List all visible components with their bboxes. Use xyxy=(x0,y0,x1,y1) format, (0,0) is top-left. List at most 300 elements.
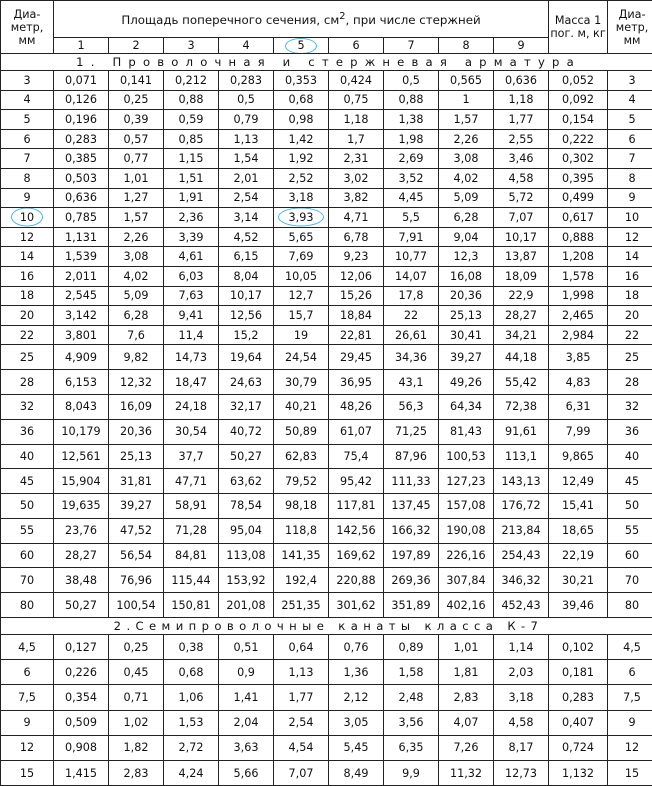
area-cell: 118,8 xyxy=(274,518,329,543)
area-cell: 19 xyxy=(274,325,329,345)
area-cell: 1,415 xyxy=(54,761,109,786)
area-cell: 301,62 xyxy=(329,593,384,618)
area-cell: 0,75 xyxy=(329,90,384,110)
area-header-text: Площадь поперечного сечения, см xyxy=(121,13,339,27)
bar-count-4: 4 xyxy=(219,38,274,54)
area-cell: 0,509 xyxy=(54,710,109,735)
table-row xyxy=(1,568,652,593)
area-cell: 8,043 xyxy=(54,394,109,419)
area-cell: 0,071 xyxy=(54,71,109,91)
area-cell: 4,54 xyxy=(274,735,329,760)
mass-cell: 30,21 xyxy=(549,568,608,593)
area-cell: 0,68 xyxy=(164,660,219,685)
mass-cell: 2,465 xyxy=(549,306,608,326)
area-cell: 0,565 xyxy=(439,71,494,91)
area-cell: 7,07 xyxy=(274,761,329,786)
area-cell: 50,27 xyxy=(219,444,274,469)
mass-cell: 3,85 xyxy=(549,345,608,370)
area-cell: 91,61 xyxy=(494,419,549,444)
area-cell: 197,89 xyxy=(384,543,439,568)
area-cell: 34,21 xyxy=(494,325,549,345)
area-cell: 0,283 xyxy=(219,71,274,91)
area-cell: 32,17 xyxy=(219,394,274,419)
area-cell: 9,04 xyxy=(439,227,494,247)
section-title: 1. Проволочная и стержневая арматура xyxy=(1,54,652,71)
table-row xyxy=(1,129,652,149)
area-cell: 31,81 xyxy=(109,469,164,494)
area-cell: 18,09 xyxy=(494,266,549,286)
area-cell: 0,57 xyxy=(109,129,164,149)
table-row xyxy=(1,685,652,710)
area-cell: 117,81 xyxy=(329,494,384,519)
table-row xyxy=(1,735,652,760)
diameter-cell-right: 32 xyxy=(608,394,652,419)
table-row xyxy=(1,227,652,247)
area-cell: 1,41 xyxy=(219,685,274,710)
diameter-cell-right: 28 xyxy=(608,370,652,395)
section-header-row xyxy=(1,618,652,635)
area-cell: 0,25 xyxy=(109,90,164,110)
diameter-cell: 3 xyxy=(1,71,54,91)
bar-count-3: 3 xyxy=(164,38,219,54)
diameter-header-left: Диа-метр, мм xyxy=(1,1,54,54)
area-cell: 141,35 xyxy=(274,543,329,568)
area-cell: 100,53 xyxy=(439,444,494,469)
diameter-cell-right: 80 xyxy=(608,593,652,618)
diameter-cell: 50 xyxy=(1,494,54,519)
area-cell: 1,57 xyxy=(439,110,494,130)
area-cell: 38,48 xyxy=(54,568,109,593)
area-cell: 1,27 xyxy=(109,188,164,208)
area-cell: 0,141 xyxy=(109,71,164,91)
area-cell: 111,33 xyxy=(384,469,439,494)
area-cell: 47,71 xyxy=(164,469,219,494)
area-cell: 2,83 xyxy=(439,685,494,710)
area-cell: 7,91 xyxy=(384,227,439,247)
area-cell: 22 xyxy=(384,306,439,326)
table-row xyxy=(1,761,652,786)
area-cell: 0,88 xyxy=(164,90,219,110)
area-cell: 17,8 xyxy=(384,286,439,306)
area-cell: 153,92 xyxy=(219,568,274,593)
area-cell: 220,88 xyxy=(329,568,384,593)
table-row xyxy=(1,444,652,469)
diameter-cell-right: 15 xyxy=(608,761,652,786)
diameter-cell-right: 55 xyxy=(608,518,652,543)
area-cell: 14,07 xyxy=(384,266,439,286)
mass-cell: 0,102 xyxy=(549,635,608,660)
area-cell: 2,52 xyxy=(274,168,329,188)
area-cell: 269,36 xyxy=(384,568,439,593)
area-cell: 3,63 xyxy=(219,735,274,760)
table-row xyxy=(1,306,652,326)
area-cell: 0,226 xyxy=(54,660,109,685)
area-cell: 0,89 xyxy=(384,635,439,660)
area-cell: 1,42 xyxy=(274,129,329,149)
mass-cell: 0,154 xyxy=(549,110,608,130)
table-row xyxy=(1,494,652,519)
mass-cell: 9,865 xyxy=(549,444,608,469)
area-cell: 2,48 xyxy=(384,685,439,710)
area-cell: 15,7 xyxy=(274,306,329,326)
area-cell: 0,283 xyxy=(54,129,109,149)
table-row xyxy=(1,90,652,110)
bar-count-2: 2 xyxy=(109,38,164,54)
area-cell: 0,385 xyxy=(54,149,109,169)
area-cell: 50,27 xyxy=(54,593,109,618)
area-cell: 226,16 xyxy=(439,543,494,568)
diameter-cell: 15 xyxy=(1,761,54,786)
area-cell: 61,07 xyxy=(329,419,384,444)
area-cell: 137,45 xyxy=(384,494,439,519)
diameter-cell-right: 12 xyxy=(608,735,652,760)
diameter-cell-right: 6 xyxy=(608,660,652,685)
mass-cell: 0,499 xyxy=(549,188,608,208)
area-cell: 0,68 xyxy=(274,90,329,110)
mass-cell: 0,052 xyxy=(549,71,608,91)
area-cell: 50,89 xyxy=(274,419,329,444)
area-cell: 4,909 xyxy=(54,345,109,370)
area-cell: 0,785 xyxy=(54,208,109,228)
area-cell: 1,77 xyxy=(274,685,329,710)
mass-cell: 39,46 xyxy=(549,593,608,618)
area-cell: 11,4 xyxy=(164,325,219,345)
mass-cell: 18,65 xyxy=(549,518,608,543)
area-cell: 19,635 xyxy=(54,494,109,519)
area-cell: 20,36 xyxy=(109,419,164,444)
area-cell: 1,06 xyxy=(164,685,219,710)
area-cell: 2,545 xyxy=(54,286,109,306)
area-cell: 0,503 xyxy=(54,168,109,188)
area-cell: 39,27 xyxy=(109,494,164,519)
area-cell: 3,05 xyxy=(329,710,384,735)
area-cell: 30,79 xyxy=(274,370,329,395)
diameter-cell: 9 xyxy=(1,710,54,735)
area-cell: 1,02 xyxy=(109,710,164,735)
diameter-cell: 22 xyxy=(1,325,54,345)
area-cell: 56,54 xyxy=(109,543,164,568)
area-cell: 62,83 xyxy=(274,444,329,469)
area-cell: 4,58 xyxy=(494,710,549,735)
area-cell: 1,539 xyxy=(54,247,109,267)
area-cell: 2,26 xyxy=(439,129,494,149)
area-cell: 6,15 xyxy=(219,247,274,267)
area-cell: 452,43 xyxy=(494,593,549,618)
area-cell: 98,18 xyxy=(274,494,329,519)
area-cell: 0,127 xyxy=(54,635,109,660)
table-row xyxy=(1,635,652,660)
area-cell: 0,9 xyxy=(219,660,274,685)
area-cell: 12,73 xyxy=(494,761,549,786)
diameter-header-right: Диа-метр, мм xyxy=(608,1,652,54)
area-cell: 12,561 xyxy=(54,444,109,469)
area-cell: 3,08 xyxy=(439,149,494,169)
diameter-cell: 45 xyxy=(1,469,54,494)
table-row xyxy=(1,71,652,91)
table-row xyxy=(1,345,652,370)
diameter-cell-right: 20 xyxy=(608,306,652,326)
diameter-cell: 28 xyxy=(1,370,54,395)
area-cell: 24,63 xyxy=(219,370,274,395)
area-cell: 7,69 xyxy=(274,247,329,267)
area-cell: 2,72 xyxy=(164,735,219,760)
area-cell: 71,25 xyxy=(384,419,439,444)
area-cell: 7,07 xyxy=(494,208,549,228)
area-cell: 12,32 xyxy=(109,370,164,395)
area-cell: 0,88 xyxy=(384,90,439,110)
area-cell: 190,08 xyxy=(439,518,494,543)
diameter-cell-right: 9 xyxy=(608,710,652,735)
area-cell: 0,79 xyxy=(219,110,274,130)
mass-cell: 0,283 xyxy=(549,685,608,710)
area-cell: 0,424 xyxy=(329,71,384,91)
area-cell: 192,4 xyxy=(274,568,329,593)
area-cell: 13,87 xyxy=(494,247,549,267)
area-cell: 4,61 xyxy=(164,247,219,267)
diameter-cell-right: 7,5 xyxy=(608,685,652,710)
area-cell: 6,03 xyxy=(164,266,219,286)
area-cell: 307,84 xyxy=(439,568,494,593)
area-cell: 78,54 xyxy=(219,494,274,519)
area-cell: 36,95 xyxy=(329,370,384,395)
diameter-cell: 4 xyxy=(1,90,54,110)
diameter-cell-right: 7 xyxy=(608,149,652,169)
area-cell: 1,51 xyxy=(164,168,219,188)
area-cell: 8,04 xyxy=(219,266,274,286)
area-cell: 7,26 xyxy=(439,735,494,760)
area-cell: 1,36 xyxy=(329,660,384,685)
area-cell: 0,212 xyxy=(164,71,219,91)
area-cell: 29,45 xyxy=(329,345,384,370)
area-cell: 79,52 xyxy=(274,469,329,494)
area-cell: 2,54 xyxy=(219,188,274,208)
area-cell: 9,9 xyxy=(384,761,439,786)
area-cell: 75,4 xyxy=(329,444,384,469)
area-header-tail: , при числе стержней xyxy=(346,13,481,27)
mass-cell: 2,984 xyxy=(549,325,608,345)
area-cell: 2,83 xyxy=(109,761,164,786)
area-cell: 6,28 xyxy=(109,306,164,326)
diameter-cell-right: 14 xyxy=(608,247,652,267)
area-cell: 28,27 xyxy=(54,543,109,568)
table-row xyxy=(1,168,652,188)
mass-header: Масса 1 пог. м, кг xyxy=(549,1,608,54)
area-cell: 0,353 xyxy=(274,71,329,91)
area-cell: 3,18 xyxy=(274,188,329,208)
mass-cell: 0,407 xyxy=(549,710,608,735)
diameter-cell: 10 xyxy=(1,208,54,228)
diameter-cell-right: 70 xyxy=(608,568,652,593)
area-cell: 9,23 xyxy=(329,247,384,267)
mass-cell: 0,617 xyxy=(549,208,608,228)
area-cell: 5,5 xyxy=(384,208,439,228)
area-cell: 64,34 xyxy=(439,394,494,419)
table-row xyxy=(1,110,652,130)
area-cell: 0,45 xyxy=(109,660,164,685)
area-cell: 6,28 xyxy=(439,208,494,228)
mass-cell: 0,888 xyxy=(549,227,608,247)
area-cell: 3,56 xyxy=(384,710,439,735)
diameter-cell: 70 xyxy=(1,568,54,593)
mass-cell: 0,092 xyxy=(549,90,608,110)
area-cell: 176,72 xyxy=(494,494,549,519)
area-cell: 0,25 xyxy=(109,635,164,660)
mass-cell: 0,302 xyxy=(549,149,608,169)
area-cell: 72,38 xyxy=(494,394,549,419)
highlight-circle xyxy=(11,208,43,227)
mass-cell: 0,181 xyxy=(549,660,608,685)
area-cell: 143,13 xyxy=(494,469,549,494)
area-cell: 4,58 xyxy=(494,168,549,188)
area-cell: 24,54 xyxy=(274,345,329,370)
area-cell: 2,01 xyxy=(219,168,274,188)
area-cell: 2,55 xyxy=(494,129,549,149)
area-cell: 3,39 xyxy=(164,227,219,247)
area-cell: 2,31 xyxy=(329,149,384,169)
mass-cell: 0,724 xyxy=(549,735,608,760)
area-cell: 25,13 xyxy=(109,444,164,469)
area-cell: 4,24 xyxy=(164,761,219,786)
mass-cell: 1,132 xyxy=(549,761,608,786)
area-cell: 55,42 xyxy=(494,370,549,395)
bar-count-5: 5 xyxy=(274,38,329,54)
area-cell: 150,81 xyxy=(164,593,219,618)
area-cell: 251,35 xyxy=(274,593,329,618)
area-cell: 5,09 xyxy=(439,188,494,208)
diameter-cell: 20 xyxy=(1,306,54,326)
area-cell: 1,98 xyxy=(384,129,439,149)
area-cell: 14,73 xyxy=(164,345,219,370)
area-cell: 84,81 xyxy=(164,543,219,568)
area-cell: 213,84 xyxy=(494,518,549,543)
table-row xyxy=(1,149,652,169)
area-cell: 2,011 xyxy=(54,266,109,286)
area-cell: 142,56 xyxy=(329,518,384,543)
area-cell: 0,126 xyxy=(54,90,109,110)
area-cell: 56,3 xyxy=(384,394,439,419)
area-cell: 30,41 xyxy=(439,325,494,345)
diameter-cell-right: 36 xyxy=(608,419,652,444)
area-cell: 10,179 xyxy=(54,419,109,444)
area-cell: 6,35 xyxy=(384,735,439,760)
area-cell: 1,13 xyxy=(219,129,274,149)
area-cell: 1,38 xyxy=(384,110,439,130)
area-cell: 3,52 xyxy=(384,168,439,188)
area-cell: 1,77 xyxy=(494,110,549,130)
diameter-cell: 14 xyxy=(1,247,54,267)
area-cell: 1,92 xyxy=(274,149,329,169)
table-row xyxy=(1,518,652,543)
diameter-cell-right: 25 xyxy=(608,345,652,370)
table-row xyxy=(1,325,652,345)
area-cell: 2,69 xyxy=(384,149,439,169)
area-cell: 166,32 xyxy=(384,518,439,543)
table-row xyxy=(1,208,652,228)
area-cell: 10,05 xyxy=(274,266,329,286)
area-cell: 20,36 xyxy=(439,286,494,306)
area-cell: 2,36 xyxy=(164,208,219,228)
area-cell: 1,14 xyxy=(494,635,549,660)
diameter-cell-right: 10 xyxy=(608,208,652,228)
diameter-cell-right: 4,5 xyxy=(608,635,652,660)
diameter-cell-right: 6 xyxy=(608,129,652,149)
area-cell: 4,02 xyxy=(439,168,494,188)
diameter-cell: 12 xyxy=(1,227,54,247)
area-cell: 22,9 xyxy=(494,286,549,306)
bar-count-1: 1 xyxy=(54,38,109,54)
area-cell: 115,44 xyxy=(164,568,219,593)
area-cell: 15,26 xyxy=(329,286,384,306)
area-cell: 4,02 xyxy=(109,266,164,286)
area-cell: 15,904 xyxy=(54,469,109,494)
diameter-cell-right: 22 xyxy=(608,325,652,345)
area-cell: 18,47 xyxy=(164,370,219,395)
area-cell: 12,3 xyxy=(439,247,494,267)
diameter-cell: 9 xyxy=(1,188,54,208)
table-row xyxy=(1,419,652,444)
mass-cell: 1,208 xyxy=(549,247,608,267)
diameter-cell-right: 18 xyxy=(608,286,652,306)
area-cell: 4,71 xyxy=(329,208,384,228)
area-cell: 0,636 xyxy=(494,71,549,91)
diameter-cell: 7,5 xyxy=(1,685,54,710)
table-row xyxy=(1,593,652,618)
area-cell: 2,04 xyxy=(219,710,274,735)
area-cell: 0,98 xyxy=(274,110,329,130)
area-cell: 0,5 xyxy=(219,90,274,110)
area-cell: 48,26 xyxy=(329,394,384,419)
area-cell: 8,49 xyxy=(329,761,384,786)
area-cell: 87,96 xyxy=(384,444,439,469)
diameter-cell: 40 xyxy=(1,444,54,469)
mass-cell: 0,395 xyxy=(549,168,608,188)
area-cell: 402,16 xyxy=(439,593,494,618)
area-cell: 3,14 xyxy=(219,208,274,228)
area-cell: 0,77 xyxy=(109,149,164,169)
diameter-cell-right: 16 xyxy=(608,266,652,286)
area-cell: 40,21 xyxy=(274,394,329,419)
area-cell: 0,908 xyxy=(54,735,109,760)
area-cell: 34,36 xyxy=(384,345,439,370)
area-cell: 100,54 xyxy=(109,593,164,618)
area-cell: 4,52 xyxy=(219,227,274,247)
area-cell: 0,76 xyxy=(329,635,384,660)
area-cell: 47,52 xyxy=(109,518,164,543)
diameter-cell: 18 xyxy=(1,286,54,306)
area-cell: 39,27 xyxy=(439,345,494,370)
area-cell: 9,41 xyxy=(164,306,219,326)
area-cell: 0,354 xyxy=(54,685,109,710)
area-cell: 19,64 xyxy=(219,345,274,370)
area-cell: 95,04 xyxy=(219,518,274,543)
area-cell: 81,43 xyxy=(439,419,494,444)
area-cell: 40,72 xyxy=(219,419,274,444)
diameter-cell: 4,5 xyxy=(1,635,54,660)
area-cell: 5,09 xyxy=(109,286,164,306)
area-cell: 0,71 xyxy=(109,685,164,710)
area-cell: 10,17 xyxy=(494,227,549,247)
area-cell: 1,58 xyxy=(384,660,439,685)
area-cell: 1,81 xyxy=(439,660,494,685)
area-cell: 2,26 xyxy=(109,227,164,247)
area-cell: 5,66 xyxy=(219,761,274,786)
diameter-cell: 55 xyxy=(1,518,54,543)
diameter-cell: 25 xyxy=(1,345,54,370)
area-cell: 18,84 xyxy=(329,306,384,326)
diameter-cell: 5 xyxy=(1,110,54,130)
area-cell: 2,54 xyxy=(274,710,329,735)
area-cell: 3,801 xyxy=(54,325,109,345)
